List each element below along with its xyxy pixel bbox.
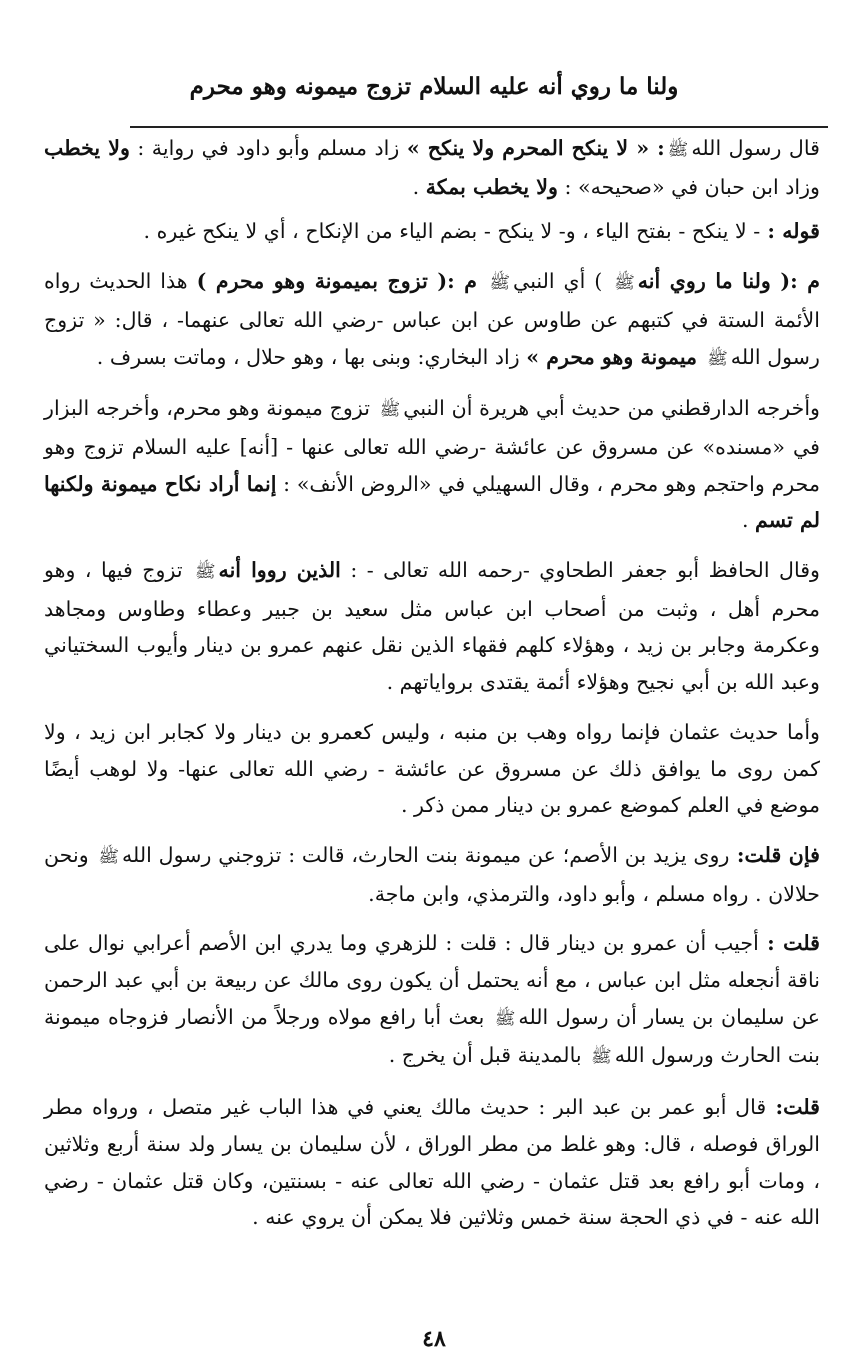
honorific-glyph: ﷺ (707, 348, 728, 369)
paragraph-tahawi: وقال الحافظ أبو جعفر الطحاوي -رحمه الله تعالى - : الذين رووا أنهﷺ تزوج فيها ، وهو محرم أهل ، وثبت من أصحاب ابن عباس مثل سعيد بن جبير وعطاء وطاوس ومجاهد وعكرمة وجابر بن زيد ، وهؤلاء كلهم فقهاء الذين نقل عنهم عمرو بن دينار وأيوب السختياني وعبد الله بن أبي نجيح وهؤلاء أئمة يقتدى برواياتهم . (44, 558, 821, 695)
main-text (44, 130, 820, 1249)
paragraph-uthman: وأما حديث عثمان فإنما رواه وهب بن منبه ، وليس كعمرو بن دينار ولا كجابر ابن زيد ، ولا كمن روى ما يوافق ذلك عن مسروق عن عائشة - رضي الله تعالى عنها- ولا لوهب أيضًا موضع في العلم كموضع عمرو بن دينار ممن ذكر . (44, 719, 820, 818)
paragraph-hadith: قال رسول اللهﷺ: « لا ينكح المحرم ولا ينكح » زاد مسلم وأبو داود في رواية : ولا يخطب وزاد ابن حبان في «صحيحه» : ولا يخطب بمكة . (44, 136, 820, 199)
running-header: ولنا ما روي أنه عليه السلام تزوج ميمونه وهو محرم (189, 73, 679, 100)
paragraph-answer: قلت : أجيب أن عمرو بن دينار قال : قلت : للزهري وما يدري ابن الأصم أعرابي نوال على ناقة أنجعله مثل ابن عباس ، مع أنه يحتمل أن يكون روى مالك عن ربيعة بن أبي عبد الرحمن عن سليمان بن يسار أن رسول اللهﷺ بعث أبا رافع مولاه ورجلاً من الأنصار فزوجاه ميمونة بنت الحارث ورسول اللهﷺ بالمدينة قبل أن يخرج . (44, 931, 821, 1068)
honorific-glyph: ﷺ (194, 562, 216, 583)
page-number: ٤٨ (422, 1326, 446, 1352)
honorific-glyph: ﷺ (667, 140, 689, 160)
paragraph-daraqutni: وأخرجه الدارقطني من حديث أبي هريرة أن النبيﷺ تزوج ميمونة وهو محرم، وأخرجه البزار في «مسنده» عن مسروق عن عائشة -رضي الله تعالى عنها - [أنه] عليه السلام تزوج وهو محرم واحتجم وهو محرم ، وقال السهيلي في «الروض الأنف» : إنما أراد نكاح ميمونة ولكنها لم تسم . (44, 396, 820, 533)
honorific-glyph: ﷺ (614, 273, 635, 294)
paragraph-qawluhu: قوله : - لا ينكح - بفتح الياء ، و- لا ينكح - بضم الياء من الإنكاح ، أي لا ينكح غيره . (143, 219, 820, 244)
honorific-glyph: ﷺ (591, 1047, 612, 1068)
paragraph-objection: فإن قلت: روى يزيد بن الأصم؛ عن ميمونة بنت الحارث، قالت : تزوجني رسول اللهﷺ ونحن حلالان . رواه مسلم ، وأبو داود، والترمذي، وابن ماجة. (44, 842, 820, 906)
honorific-glyph: ﷺ (98, 846, 119, 867)
paragraph-matn: م :( ولنا ما روي أنهﷺ ) أي النبيﷺ م :( تزوج بميمونة وهو محرم ) هذا الحديث رواه الأئمة الستة في كتبهم عن طاوس عن ابن عباس -رضي الله تعالى عنهما- ، قال: « تزوج رسول اللهﷺ ميمونة وهو محرم » زاد البخاري: وبنى بها ، وهو حلال ، وماتت بسرف . (44, 269, 821, 369)
paragraph-ibn-abd-al-barr: قلت: قال أبو عمر بن عبد البر : حديث مالك يعني في هذا الباب غير متصل ، ورواه مطر الوراق فوصله ، قال: وهو غلط من مطر الوراق ، لأن سليمان بن يسار ولد سنة أربع وثلاثين ، ومات أبو رافع بعد قتل عثمان - رضي الله تعالى عنه - بسنتين، وكان قتل عثمان - رضي الله عنه - في ذي الحجة سنة خمس وثلاثين فلا يمكن أن يروي عنه . (44, 1095, 821, 1230)
honorific-glyph: ﷺ (489, 273, 511, 294)
honorific-glyph: ﷺ (379, 400, 401, 421)
honorific-glyph: ﷺ (494, 1008, 516, 1029)
header-rule (130, 126, 828, 128)
